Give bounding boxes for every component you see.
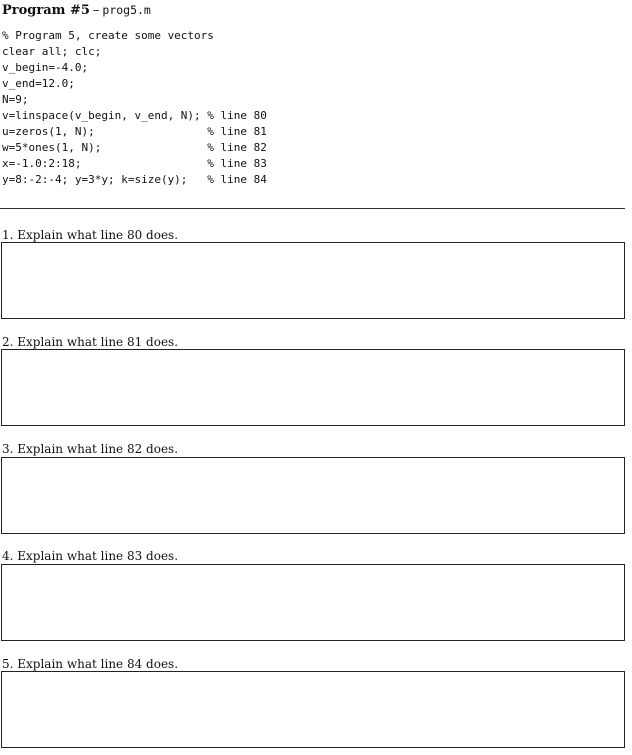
question-1-label: 1. Explain what line 80 does.	[2, 228, 179, 242]
program-filename: prog5.m	[102, 3, 151, 17]
code-line: N=9;	[2, 93, 29, 106]
answer-box-2[interactable]	[1, 349, 625, 426]
code-line: x=-1.0:2:18; % line 83	[2, 157, 267, 170]
title-separator: –	[92, 3, 100, 18]
code-line: clear all; clc;	[2, 45, 102, 58]
question-4-label: 4. Explain what line 83 does.	[2, 549, 179, 563]
question-2-label: 2. Explain what line 81 does.	[2, 335, 179, 349]
question-3-label: 3. Explain what line 82 does.	[2, 442, 179, 456]
code-line: w=5*ones(1, N); % line 82	[2, 141, 267, 154]
program-label: Program #5	[2, 3, 90, 18]
code-line: v=linspace(v_begin, v_end, N); % line 80	[2, 109, 267, 122]
answer-box-1[interactable]	[1, 242, 625, 319]
question-5-label: 5. Explain what line 84 does.	[2, 657, 179, 671]
page-title	[2, 2, 151, 19]
code-line: % Program 5, create some vectors	[2, 29, 214, 42]
code-listing	[2, 28, 267, 188]
code-line: y=8:-2:-4; y=3*y; k=size(y); % line 84	[2, 173, 267, 186]
answer-box-4[interactable]	[1, 564, 625, 641]
section-divider	[0, 208, 625, 209]
code-line: u=zeros(1, N); % line 81	[2, 125, 267, 138]
code-line: v_end=12.0;	[2, 77, 75, 90]
code-line: v_begin=-4.0;	[2, 61, 89, 74]
answer-box-5[interactable]	[1, 671, 625, 748]
answer-box-3[interactable]	[1, 457, 625, 534]
